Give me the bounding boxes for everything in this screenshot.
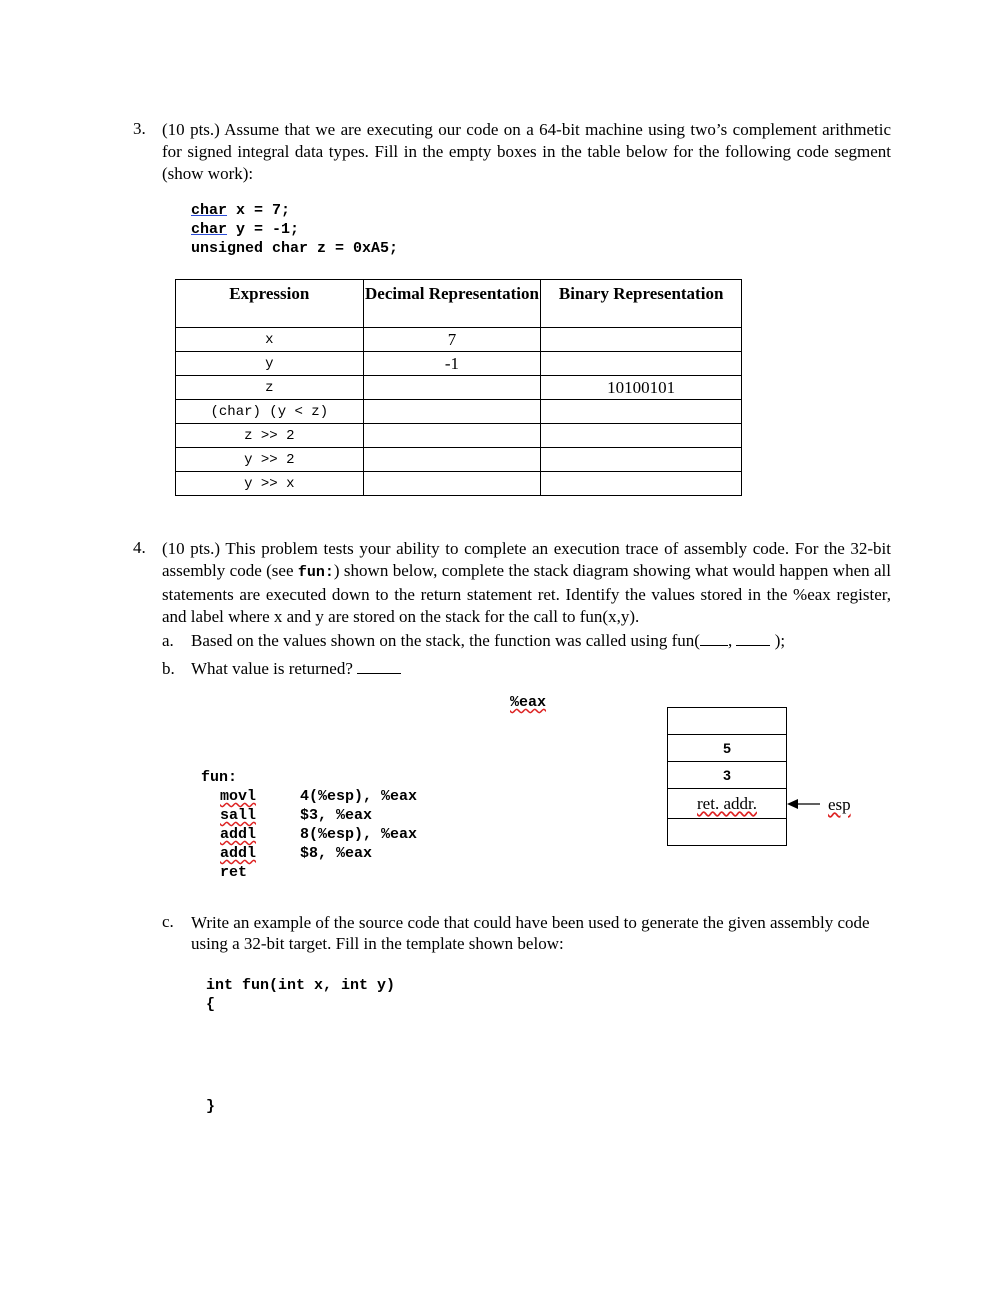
- esp-arrow-icon: [786, 797, 822, 811]
- stack-cell[interactable]: 3: [667, 762, 787, 789]
- expr-cell: y >> x: [176, 472, 364, 496]
- asm-line: addl 8(%esp), %eax: [220, 826, 418, 843]
- source-template: [206, 976, 395, 1014]
- q4b-label: b.: [162, 659, 175, 678]
- q4b-question: What value is returned?: [191, 659, 401, 679]
- asm-line: movl 4(%esp), %eax: [220, 788, 418, 805]
- table-header-row: [176, 280, 742, 328]
- q4-number: 4.: [133, 538, 146, 557]
- asm-line: ret: [220, 864, 248, 881]
- expr-cell: x: [176, 328, 364, 352]
- binary-cell[interactable]: [541, 328, 742, 352]
- stack-cell-ret-addr: ret. addr.: [667, 789, 787, 819]
- q3-prompt: (10 pts.) Assume that we are executing our code on a 64-bit machine using two’s complement arithmetic for signed integral data types. Fill in the empty boxes in the table below for the following code segment (show work):: [162, 120, 891, 183]
- asm-line: addl $8, %eax: [220, 845, 373, 862]
- header-decimal: Decimal Representation: [363, 280, 541, 328]
- template-open-brace: {: [206, 996, 216, 1013]
- q3-table: [175, 279, 742, 496]
- q4b-blank[interactable]: [357, 659, 401, 674]
- stack-diagram: [667, 707, 787, 846]
- binary-cell[interactable]: [541, 472, 742, 496]
- expr-cell: z >> 2: [176, 424, 364, 448]
- binary-cell[interactable]: 10100101: [541, 376, 742, 400]
- asm-block: [201, 768, 417, 882]
- code-line-x: char x = 7;: [191, 202, 291, 219]
- q4-prompt: (10 pts.) This problem tests your ability to complete an execution trace of assembly code. For the 32-bit assembly code (see fun:) shown below, complete the stack diagram showing what would happen when all statements are executed down to the return statement ret. Identify the values stored in the %eax register, and label where x and y are stored on the stack for the call to fun(x,y).: [162, 539, 891, 626]
- template-close-brace: }: [206, 1098, 216, 1115]
- table-row: [176, 328, 742, 352]
- q3-number: 3.: [133, 119, 146, 138]
- q4c-label: c.: [162, 912, 174, 931]
- expr-cell: y: [176, 352, 364, 376]
- table-row: [176, 472, 742, 496]
- q4a-label: a.: [162, 631, 174, 650]
- q4a-blank-1[interactable]: [700, 631, 728, 646]
- stack-cell[interactable]: 5: [667, 735, 787, 762]
- decimal-cell[interactable]: [363, 472, 541, 496]
- stack-cell[interactable]: [667, 819, 787, 846]
- table-row: [176, 376, 742, 400]
- decimal-cell[interactable]: [363, 448, 541, 472]
- code-line-y: char y = -1;: [191, 221, 300, 238]
- code-line-z: unsigned char z = 0xA5;: [191, 240, 399, 257]
- binary-cell[interactable]: [541, 400, 742, 424]
- expr-cell: y >> 2: [176, 448, 364, 472]
- decimal-cell[interactable]: [363, 400, 541, 424]
- eax-label: %eax: [510, 694, 547, 711]
- header-expression: Expression: [176, 280, 364, 328]
- binary-cell[interactable]: [541, 448, 742, 472]
- asm-label: fun:: [201, 769, 238, 786]
- table-row: [176, 352, 742, 376]
- binary-cell[interactable]: [541, 424, 742, 448]
- decimal-cell[interactable]: -1: [363, 352, 541, 376]
- esp-label: esp: [828, 795, 851, 814]
- table-row: [176, 400, 742, 424]
- table-row: [176, 424, 742, 448]
- binary-cell[interactable]: [541, 352, 742, 376]
- expr-cell: z: [176, 376, 364, 400]
- source-answer-area[interactable]: [206, 1020, 726, 1090]
- decimal-cell[interactable]: [363, 424, 541, 448]
- q4c-question: Write an example of the source code that could have been used to generate the given assembly code using a 32-bit target. Fill in the template shown below:: [191, 913, 870, 953]
- template-signature: int fun(int x, int y): [206, 977, 396, 994]
- table-row: [176, 448, 742, 472]
- q4a-question: Based on the values shown on the stack, the function was called using fun( , );: [191, 631, 786, 650]
- stack-cell[interactable]: [667, 707, 787, 735]
- header-binary: Binary Representation: [541, 280, 742, 328]
- q4a-blank-2[interactable]: [736, 631, 770, 646]
- decimal-cell[interactable]: [363, 376, 541, 400]
- decimal-cell[interactable]: 7: [363, 328, 541, 352]
- q3-code-block: [191, 201, 398, 258]
- asm-line: sall $3, %eax: [220, 807, 373, 824]
- expr-cell: (char) (y < z): [176, 400, 364, 424]
